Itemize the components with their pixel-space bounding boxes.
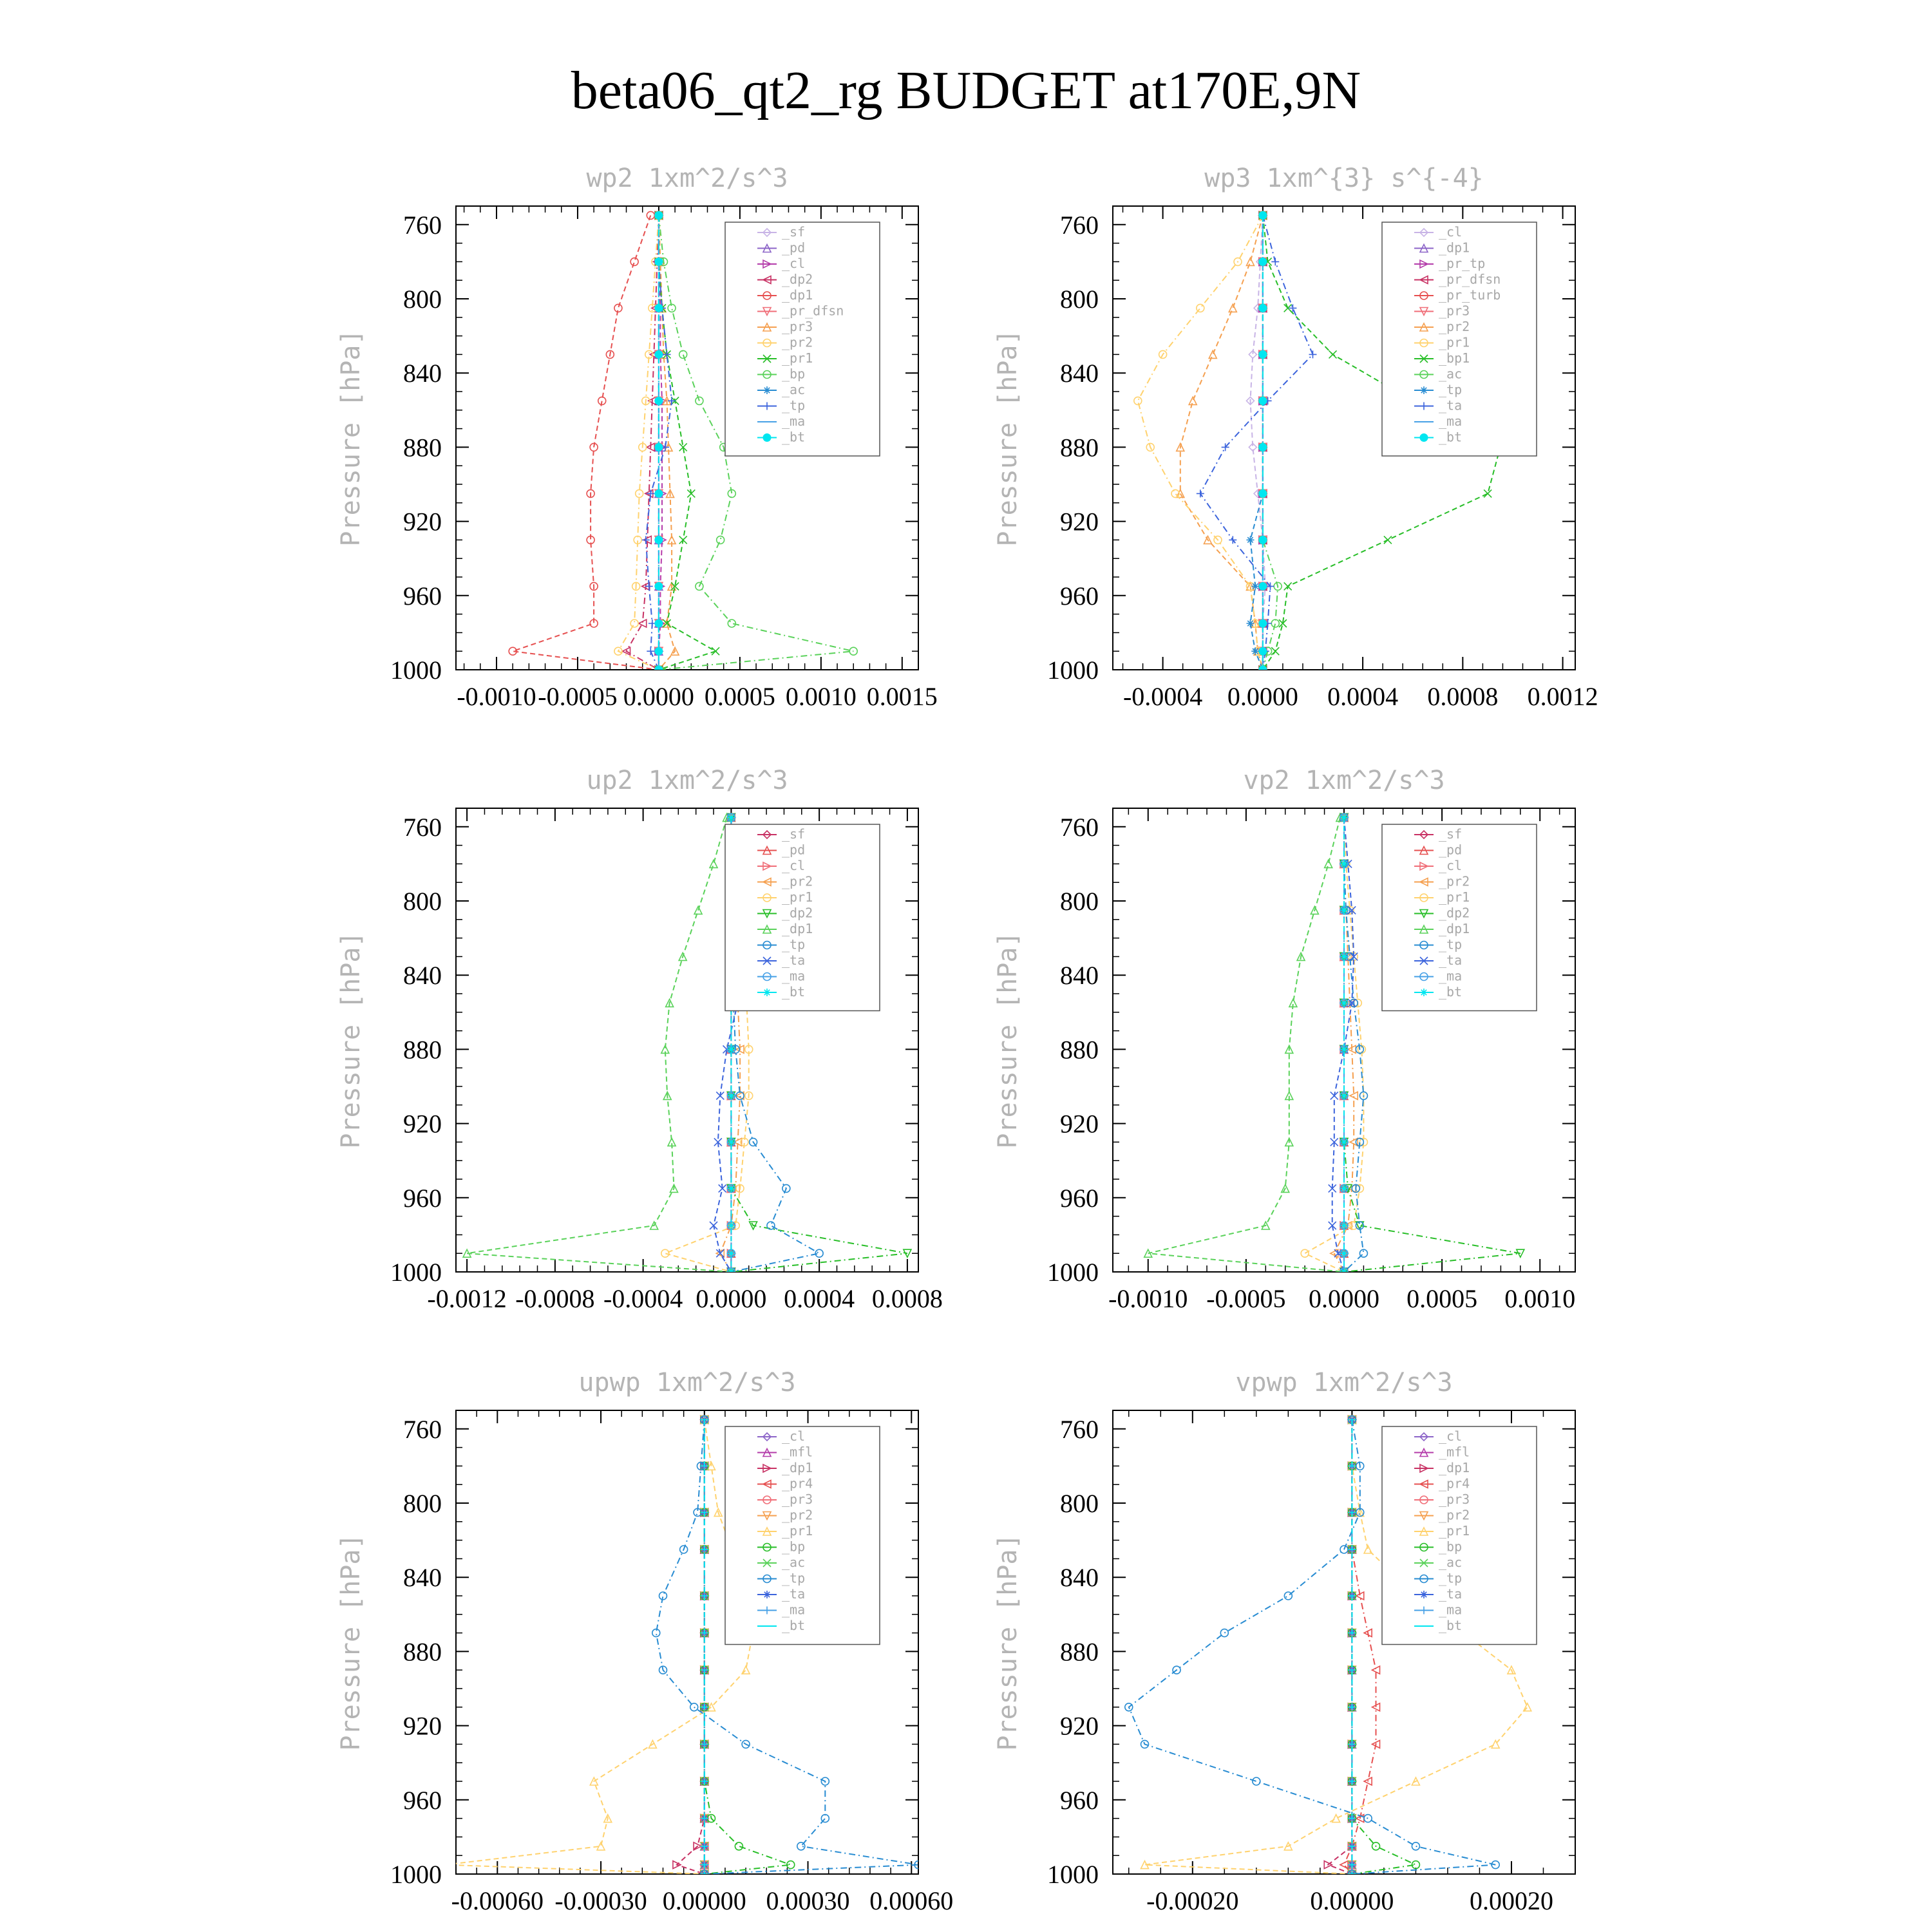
x-tick-label: 0.00020: [1469, 1886, 1553, 1915]
y-tick-label: 960: [1060, 1785, 1099, 1815]
x-tick-label: 0.0008: [1427, 682, 1499, 711]
series-point-bt: [1340, 952, 1348, 960]
legend-entry: _mfl: [782, 1444, 813, 1460]
legend-entry: _pr2: [782, 334, 813, 350]
series-point-bt: [655, 647, 663, 655]
legend-marker: [763, 1591, 771, 1598]
x-tick-label: -0.0012: [427, 1284, 507, 1313]
x-tick-label: 0.0000: [1227, 682, 1298, 711]
x-tick-label: -0.00060: [451, 1886, 544, 1915]
y-tick-label: 760: [403, 210, 442, 240]
x-tick-label: -0.00020: [1146, 1886, 1239, 1915]
x-tick-label: 0.00030: [766, 1886, 850, 1915]
y-tick-label: 920: [403, 1109, 442, 1139]
y-tick-label: 960: [403, 581, 442, 611]
legend-entry: _dp1: [782, 921, 813, 936]
series-point-bt: [727, 1184, 735, 1192]
y-tick-label: 840: [1060, 961, 1099, 990]
series-point-bt: [1259, 443, 1267, 451]
legend-entry: _bt: [1439, 429, 1463, 445]
panel-title: up2 1xm^2/s^3: [586, 766, 788, 795]
legend-entry: _dp2: [782, 905, 813, 921]
x-tick-label: 0.00060: [869, 1886, 954, 1915]
y-tick-label: 920: [403, 1711, 442, 1741]
legend-entry: _pr1: [1439, 889, 1470, 905]
y-tick-label: 760: [1060, 210, 1099, 240]
x-tick-label: 0.0000: [623, 682, 694, 711]
legend-entry: _mfl: [1439, 1444, 1470, 1460]
legend-marker: [1420, 989, 1428, 996]
panel-title: vpwp 1xm^2/s^3: [1235, 1368, 1453, 1397]
legend-entry: _ac: [782, 382, 806, 397]
y-tick-label: 880: [1060, 433, 1099, 462]
legend-entry: _dp1: [782, 1460, 813, 1475]
series-point-bt: [1259, 304, 1267, 312]
y-tick-label: 800: [403, 285, 442, 314]
series-point-bt: [1340, 1092, 1348, 1099]
legend: [1382, 1426, 1537, 1645]
x-tick-label: 0.0012: [1527, 682, 1598, 711]
x-tick-label: 0.00000: [1310, 1886, 1394, 1915]
legend-entry: _bp1: [1439, 350, 1470, 366]
legend-entry: _pr2: [782, 1507, 813, 1523]
legend-marker: [1420, 386, 1428, 394]
x-tick-label: 0.0005: [704, 682, 775, 711]
series-point-bt: [1340, 1184, 1348, 1192]
legend-entry: _tp: [1439, 382, 1463, 397]
legend-entry: _dp1: [1439, 240, 1470, 256]
legend-entry: _dp2: [1439, 905, 1470, 921]
legend-entry: _pr2: [782, 873, 813, 889]
series-point-bt: [727, 1045, 735, 1053]
y-tick-label: 880: [403, 433, 442, 462]
legend-entry: _bt: [782, 984, 806, 999]
x-tick-label: 0.0004: [1327, 682, 1399, 711]
figure-title: beta06_qt2_rg BUDGET at170E,9N: [571, 61, 1361, 120]
series-point-bt: [1259, 582, 1267, 590]
legend-entry: _ma: [1439, 413, 1463, 429]
legend-marker: [1420, 434, 1428, 442]
legend-entry: _bt: [1439, 1618, 1463, 1633]
x-tick-label: 0.0008: [871, 1284, 943, 1313]
series-point-bt: [1340, 813, 1348, 821]
legend-entry: _pr3: [782, 1492, 813, 1507]
legend-entry: _pr2: [1439, 319, 1470, 334]
y-tick-label: 960: [1060, 1183, 1099, 1213]
y-tick-label: 1000: [390, 1860, 442, 1889]
series-point-bt: [655, 397, 663, 404]
legend-entry: _cl: [1439, 224, 1463, 240]
y-tick-label: 880: [1060, 1035, 1099, 1065]
legend-entry: _pd: [782, 842, 806, 858]
y-tick-label: 880: [1060, 1637, 1099, 1667]
series-point-bt: [1259, 211, 1267, 219]
legend-entry: _ma: [782, 968, 806, 984]
series-point-tp: [1251, 647, 1259, 655]
x-tick-label: 0.0005: [1406, 1284, 1478, 1313]
series-point-bt: [1259, 536, 1267, 544]
y-tick-label: 840: [1060, 359, 1099, 388]
legend-entry: _ta: [782, 1586, 806, 1602]
y-tick-label: 840: [403, 1563, 442, 1593]
panel-title: vp2 1xm^2/s^3: [1243, 766, 1445, 795]
legend-entry: _pr3: [782, 319, 813, 334]
series-point-bt: [727, 1138, 735, 1146]
x-tick-label: 0.0010: [785, 682, 857, 711]
x-tick-label: 0.0000: [696, 1284, 767, 1313]
y-tick-label: 920: [1060, 1109, 1099, 1139]
series-point-bt: [1259, 258, 1267, 265]
legend-entry: _pr1: [782, 350, 813, 366]
series-point-bt: [1340, 1222, 1348, 1229]
legend-entry: _bp: [782, 366, 806, 382]
series-point-bt: [1259, 350, 1267, 358]
legend-entry: _ta: [782, 952, 806, 968]
x-tick-label: -0.0004: [1122, 682, 1203, 711]
y-tick-label: 800: [1060, 1489, 1099, 1518]
panel-title: wp3 1xm^{3} s^{-4}: [1204, 164, 1484, 193]
legend-entry: _cl: [1439, 858, 1463, 873]
series-point-bt: [727, 1092, 735, 1099]
legend: [725, 824, 880, 1011]
panel-title: wp2 1xm^2/s^3: [586, 164, 788, 193]
legend-entry: _sf: [782, 826, 806, 842]
series-point-bt: [727, 813, 735, 821]
y-tick-label: 760: [403, 812, 442, 842]
y-tick-label: 800: [403, 1489, 442, 1518]
legend-entry: _ma: [1439, 968, 1463, 984]
legend-entry: _ac: [1439, 1555, 1463, 1570]
y-tick-label: 800: [1060, 285, 1099, 314]
legend-entry: _pr1: [1439, 1523, 1470, 1539]
legend-entry: _pr4: [782, 1475, 813, 1492]
y-tick-label: 1000: [1047, 1258, 1099, 1287]
series-point-bt: [1340, 860, 1348, 867]
legend-entry: _pr1: [782, 889, 813, 905]
legend-entry: _tp: [782, 1570, 806, 1586]
legend-entry: _tp: [1439, 1570, 1463, 1586]
legend-entry: _pr3: [1439, 1492, 1470, 1507]
legend: [725, 222, 880, 456]
x-tick-label: -0.0005: [538, 682, 618, 711]
y-tick-label: 760: [403, 1414, 442, 1444]
series-point-bt: [1259, 647, 1267, 655]
series-point-bt: [655, 350, 663, 358]
legend-entry: _bt: [782, 1618, 806, 1633]
y-tick-label: 960: [403, 1183, 442, 1213]
x-tick-label: -0.0010: [457, 682, 536, 711]
y-axis-label: Pressure [hPa]: [336, 1533, 366, 1751]
legend-entry: _pr_dfsn: [782, 303, 844, 319]
legend-entry: _bt: [782, 429, 806, 445]
y-tick-label: 1000: [390, 1258, 442, 1287]
x-tick-label: -0.0008: [515, 1284, 595, 1313]
legend-entry: _pd: [1439, 842, 1463, 858]
y-tick-label: 1000: [390, 656, 442, 685]
legend-entry: _ma: [782, 1602, 806, 1618]
series-point-bt: [1259, 397, 1267, 404]
series-point-tp: [1246, 620, 1254, 627]
series-point-bt: [1259, 489, 1267, 497]
y-tick-label: 960: [403, 1785, 442, 1815]
series-point-bt: [727, 1222, 735, 1229]
y-axis-label: Pressure [hPa]: [993, 931, 1023, 1149]
legend-entry: _ma: [782, 413, 806, 429]
legend-entry: _cl: [1439, 1428, 1463, 1444]
y-tick-label: 960: [1060, 581, 1099, 611]
legend-marker: [763, 386, 771, 394]
y-tick-label: 760: [1060, 1414, 1099, 1444]
x-tick-label: -0.0004: [603, 1284, 683, 1313]
legend-entry: _cl: [782, 858, 806, 873]
legend-entry: _bt: [1439, 984, 1463, 999]
legend-entry: _sf: [1439, 826, 1463, 842]
x-tick-label: 0.0010: [1504, 1284, 1576, 1313]
legend-entry: _pr1: [782, 1523, 813, 1539]
legend-entry: _cl: [782, 256, 806, 271]
legend-entry: _pr2: [1439, 1507, 1470, 1523]
series-point-bt: [655, 443, 663, 451]
series-point-bt: [727, 1249, 735, 1257]
x-tick-label: 0.0004: [784, 1284, 855, 1313]
series-point-bt: [655, 258, 663, 265]
x-tick-label: 0.0000: [1309, 1284, 1379, 1313]
series-point-bt: [655, 211, 663, 219]
y-axis-label: Pressure [hPa]: [993, 1533, 1023, 1751]
panel-title: upwp 1xm^2/s^3: [578, 1368, 796, 1397]
legend-entry: _dp1: [782, 287, 813, 303]
y-tick-label: 760: [1060, 812, 1099, 842]
x-tick-label: -0.00030: [554, 1886, 647, 1915]
legend-entry: _ta: [1439, 1586, 1463, 1602]
legend-entry: _tp: [782, 397, 806, 413]
legend-entry: _pr1: [1439, 334, 1470, 350]
legend-entry: _pr_turb: [1439, 287, 1501, 303]
y-tick-label: 1000: [1047, 1860, 1099, 1889]
legend-entry: _ac: [782, 1555, 806, 1570]
y-tick-label: 840: [1060, 1563, 1099, 1593]
series-point-bt: [655, 304, 663, 312]
legend-marker: [763, 434, 771, 442]
legend-entry: _dp2: [782, 271, 813, 287]
y-tick-label: 1000: [1047, 656, 1099, 685]
y-tick-label: 920: [403, 507, 442, 536]
legend: [1382, 222, 1537, 456]
series-point-bt: [1340, 906, 1348, 914]
y-tick-label: 880: [403, 1035, 442, 1065]
series-point-bt: [1340, 1138, 1348, 1146]
legend-entry: _ac: [1439, 366, 1463, 382]
legend-entry: _pr4: [1439, 1475, 1470, 1492]
legend-entry: _tp: [782, 936, 806, 952]
x-tick-label: 0.0015: [866, 682, 938, 711]
series-point-bt: [1340, 1045, 1348, 1053]
legend-entry: _ma: [1439, 1602, 1463, 1618]
legend-entry: _pd: [782, 240, 806, 256]
series-point-bt: [655, 582, 663, 590]
legend-entry: _ta: [1439, 397, 1463, 413]
series-point-bt: [655, 536, 663, 544]
legend-entry: _dp1: [1439, 921, 1470, 936]
legend-entry: _dp1: [1439, 1460, 1470, 1475]
y-tick-label: 800: [403, 887, 442, 916]
y-tick-label: 840: [403, 961, 442, 990]
series-point-bt: [1259, 620, 1267, 627]
series-point-bt: [655, 489, 663, 497]
legend-entry: _ta: [1439, 952, 1463, 968]
legend-entry: _bp: [1439, 1539, 1463, 1555]
series-point-bt: [1340, 999, 1348, 1007]
legend-entry: _sf: [782, 224, 806, 240]
series-point-bt: [1340, 1249, 1348, 1257]
y-tick-label: 800: [1060, 887, 1099, 916]
y-axis-label: Pressure [hPa]: [336, 329, 366, 547]
y-tick-label: 920: [1060, 1711, 1099, 1741]
legend-entry: _cl: [782, 1428, 806, 1444]
legend-entry: _pr3: [1439, 303, 1470, 319]
x-tick-label: -0.0010: [1108, 1284, 1188, 1313]
legend-marker: [1420, 1591, 1428, 1598]
legend-entry: _tp: [1439, 936, 1463, 952]
series-point-bt: [655, 620, 663, 627]
legend-entry: _pr2: [1439, 873, 1470, 889]
y-axis-label: Pressure [hPa]: [336, 931, 366, 1149]
legend: [725, 1426, 880, 1645]
y-tick-label: 920: [1060, 507, 1099, 536]
x-tick-label: 0.00000: [662, 1886, 746, 1915]
y-tick-label: 880: [403, 1637, 442, 1667]
legend-entry: _pr_dfsn: [1439, 271, 1501, 287]
y-tick-label: 840: [403, 359, 442, 388]
x-tick-label: -0.0005: [1206, 1284, 1286, 1313]
legend-entry: _pr_tp: [1439, 256, 1486, 271]
y-axis-label: Pressure [hPa]: [993, 329, 1023, 547]
legend: [1382, 824, 1537, 1011]
legend-entry: _bp: [782, 1539, 806, 1555]
legend-marker: [763, 989, 771, 996]
